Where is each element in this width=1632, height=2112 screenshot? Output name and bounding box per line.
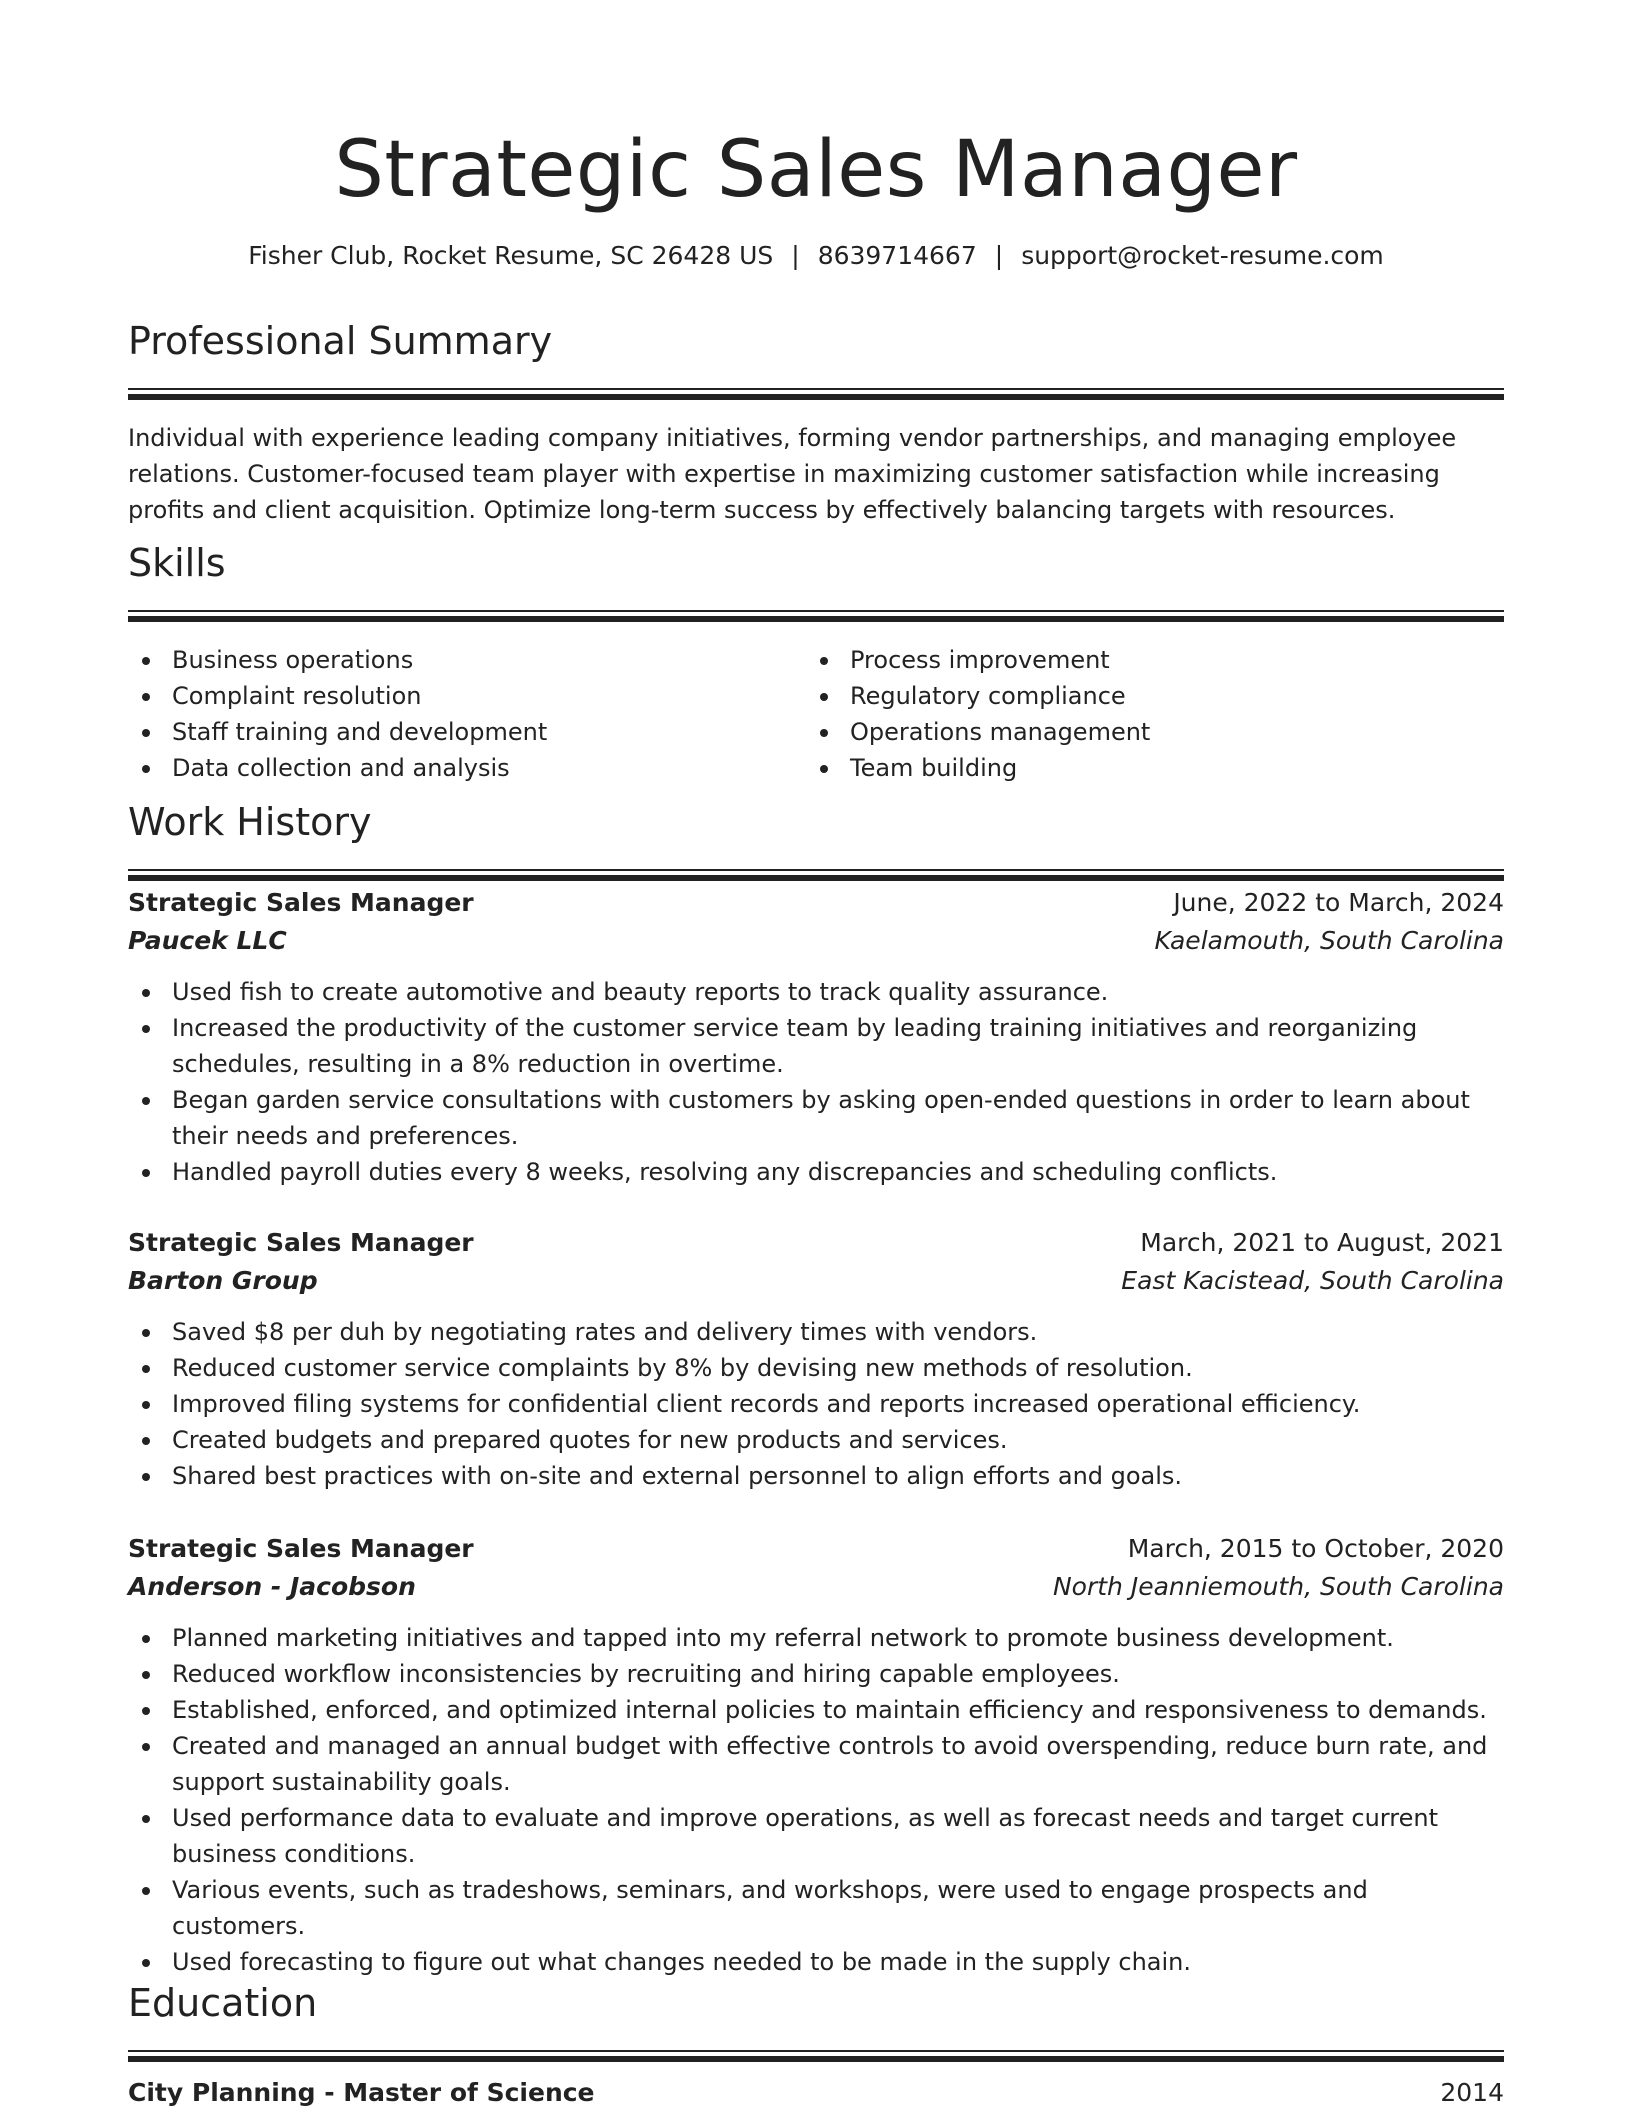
skill-item: Complaint resolution (128, 678, 806, 714)
work-history-section (128, 797, 1504, 881)
job-bullet: Various events, such as tradeshows, seminars, and workshops, were used to engage prospects and customers. (128, 1872, 1504, 1944)
job-title: Strategic Sales Manager (128, 1534, 474, 1563)
job-dates: June, 2022 to March, 2024 (1173, 888, 1504, 917)
job-location: East Kacistead, South Carolina (1121, 1266, 1504, 1295)
job-bullets (128, 1314, 1504, 1494)
job-subheader (128, 1262, 1504, 1300)
contact-line (128, 238, 1504, 274)
section-title-education: Education (128, 1981, 318, 2025)
job-entry (128, 884, 1504, 1190)
job-entry (128, 1224, 1504, 1494)
job-location: Kaelamouth, South Carolina (1154, 926, 1504, 955)
job-dates: March, 2021 to August, 2021 (1140, 1228, 1504, 1257)
section-divider (128, 2050, 1504, 2062)
contact-separator: | (994, 241, 1004, 270)
job-title: Strategic Sales Manager (128, 1228, 474, 1257)
skills-grid (128, 642, 1504, 786)
job-bullet: Created budgets and prepared quotes for new products and services. (128, 1422, 1504, 1458)
job-bullet: Created and managed an annual budget with effective controls to avoid overspending, reduce burn rate, and support sustainability goals. (128, 1728, 1504, 1800)
section-title-work-history: Work History (128, 800, 372, 844)
job-subheader (128, 1568, 1504, 1606)
job-bullet: Used fish to create automotive and beauty reports to track quality assurance. (128, 974, 1504, 1010)
contact-email[interactable]: support@rocket-resume.com (1021, 241, 1384, 270)
contact-separator: | (791, 241, 800, 270)
job-bullet: Reduced workflow inconsistencies by recruiting and hiring capable employees. (128, 1656, 1504, 1692)
skills-section (128, 538, 1504, 786)
job-header (128, 1530, 1504, 1568)
job-location: North Jeanniemouth, South Carolina (1052, 1572, 1504, 1601)
skills-column-right (806, 642, 1484, 786)
resume-page (128, 0, 1504, 2112)
job-bullet: Planned marketing initiatives and tapped into my referral network to promote business development. (128, 1620, 1504, 1656)
job-header (128, 1224, 1504, 1262)
skill-item: Data collection and analysis (128, 750, 806, 786)
contact-phone: 8639714667 (817, 241, 977, 270)
job-entry (128, 1530, 1504, 1980)
skill-item: Team building (806, 750, 1484, 786)
job-bullet: Reduced customer service complaints by 8% by devising new methods of resolution. (128, 1350, 1504, 1386)
contact-address: Fisher Club, Rocket Resume, SC 26428 US (248, 241, 774, 270)
job-company: Paucek LLC (128, 926, 287, 955)
skill-item: Operations management (806, 714, 1484, 750)
skill-item: Process improvement (806, 642, 1484, 678)
section-divider (128, 610, 1504, 622)
job-company: Anderson - Jacobson (128, 1572, 416, 1601)
job-title: Strategic Sales Manager (128, 888, 474, 917)
education-year: 2014 (1440, 2078, 1504, 2107)
job-header (128, 884, 1504, 922)
job-bullet: Improved filing systems for confidential client records and reports increased operational efficiency. (128, 1386, 1504, 1422)
candidate-name: Strategic Sales Manager (334, 125, 1298, 215)
job-bullet: Increased the productivity of the customer service team by leading training initiatives and reorganizing schedules, resulting in a 8% reduction in overtime. (128, 1010, 1504, 1082)
summary-section (128, 316, 1504, 528)
job-bullet: Began garden service consultations with customers by asking open-ended questions in order to learn about their needs and preferences. (128, 1082, 1504, 1154)
job-dates: March, 2015 to October, 2020 (1127, 1534, 1504, 1563)
section-divider (128, 869, 1504, 881)
job-bullets (128, 974, 1504, 1190)
job-bullet: Used performance data to evaluate and improve operations, as well as forecast needs and target current business conditions. (128, 1800, 1504, 1872)
section-divider (128, 388, 1504, 400)
skill-item: Business operations (128, 642, 806, 678)
job-subheader (128, 922, 1504, 960)
job-bullets (128, 1620, 1504, 1980)
job-bullet: Established, enforced, and optimized internal policies to maintain efficiency and responsiveness to demands. (128, 1692, 1504, 1728)
job-bullet: Handled payroll duties every 8 weeks, resolving any discrepancies and scheduling conflicts. (128, 1154, 1504, 1190)
job-bullet: Saved $8 per duh by negotiating rates and delivery times with vendors. (128, 1314, 1504, 1350)
section-title-skills: Skills (128, 541, 226, 585)
section-title-summary: Professional Summary (128, 319, 553, 363)
job-bullet: Used forecasting to figure out what changes needed to be made in the supply chain. (128, 1944, 1504, 1980)
skill-item: Staff training and development (128, 714, 806, 750)
skill-item: Regulatory compliance (806, 678, 1484, 714)
education-section (128, 1978, 1504, 2112)
summary-text: Individual with experience leading company initiatives, forming vendor partnerships, and managing employee relations. Customer-focused team player with expertise in maximizing customer satisfaction while increasing profits and client acquisition. Optimize long-term success by effectively balancing targets with resources. (128, 424, 1457, 524)
education-entry (128, 2074, 1504, 2112)
job-company: Barton Group (128, 1266, 318, 1295)
skills-column-left (128, 642, 806, 786)
education-degree: City Planning - Master of Science (128, 2078, 595, 2107)
job-bullet: Shared best practices with on-site and external personnel to align efforts and goals. (128, 1458, 1504, 1494)
